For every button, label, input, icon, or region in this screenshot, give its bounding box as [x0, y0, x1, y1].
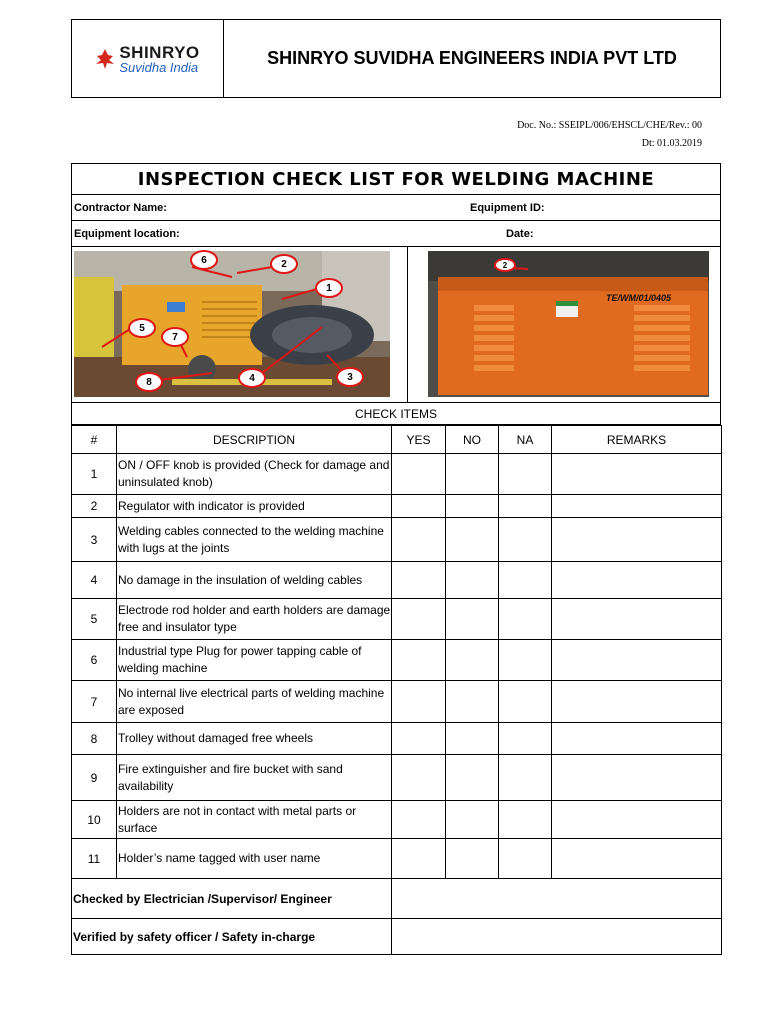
no-cell[interactable]	[446, 640, 499, 681]
col-na-header: NA	[499, 426, 552, 454]
checked-by-label: Checked by Electrician /Supervisor/ Engineer	[72, 879, 392, 919]
company-name: SHINRYO SUVIDHA ENGINEERS INDIA PVT LTD	[267, 48, 677, 68]
na-cell[interactable]	[499, 599, 552, 640]
machine-asset-tag: TE/WM/01/0405	[606, 293, 672, 303]
no-cell[interactable]	[446, 801, 499, 839]
remarks-cell[interactable]	[552, 518, 722, 562]
photo-row	[71, 247, 721, 403]
doc-date: Dt: 01.03.2019	[641, 138, 702, 149]
na-cell[interactable]	[499, 801, 552, 839]
remarks-cell[interactable]	[552, 562, 722, 599]
logo-flame-icon	[95, 48, 115, 70]
welding-machine-photo-annotated	[72, 247, 408, 402]
contractor-name-field[interactable]: Contractor Name:	[74, 201, 167, 214]
na-cell[interactable]	[499, 723, 552, 755]
item-number: 2	[72, 495, 117, 518]
yes-cell[interactable]	[392, 723, 446, 755]
verified-by-signature[interactable]	[392, 919, 722, 955]
na-cell[interactable]	[499, 681, 552, 723]
table-row	[72, 839, 722, 879]
yes-cell[interactable]	[392, 839, 446, 879]
logo-main-text: SHINRYO	[119, 42, 200, 62]
item-number: 5	[72, 599, 117, 640]
photo-marker-8: 8	[135, 372, 163, 392]
table-row	[72, 454, 722, 495]
no-cell[interactable]	[446, 755, 499, 801]
col-no-header: NO	[446, 426, 499, 454]
table-row	[72, 562, 722, 599]
item-description: Regulator with indicator is provided	[117, 495, 392, 518]
yes-cell[interactable]	[392, 599, 446, 640]
table-row	[72, 801, 722, 839]
verified-by-label: Verified by safety officer / Safety in-charge	[72, 919, 392, 955]
na-cell[interactable]	[499, 562, 552, 599]
checked-by-row	[72, 879, 722, 919]
yes-cell[interactable]	[392, 518, 446, 562]
checklist-sheet	[71, 163, 721, 955]
table-row	[72, 518, 722, 562]
welding-machine-photo-front	[408, 247, 720, 402]
logo-sub-text: Suvidha India	[119, 59, 199, 75]
document-header	[71, 19, 721, 98]
no-cell[interactable]	[446, 723, 499, 755]
item-description: No damage in the insulation of welding cables	[117, 562, 392, 599]
check-items-heading: CHECK ITEMS	[71, 403, 721, 425]
item-number: 9	[72, 755, 117, 801]
yes-cell[interactable]	[392, 681, 446, 723]
item-number: 1	[72, 454, 117, 495]
item-number: 6	[72, 640, 117, 681]
remarks-cell[interactable]	[552, 454, 722, 495]
no-cell[interactable]	[446, 839, 499, 879]
checked-by-signature[interactable]	[392, 879, 722, 919]
no-cell[interactable]	[446, 518, 499, 562]
col-yes-header: YES	[392, 426, 446, 454]
table-row	[72, 681, 722, 723]
item-description: Industrial type Plug for power tapping cable of welding machine	[117, 640, 392, 681]
na-cell[interactable]	[499, 755, 552, 801]
item-number: 7	[72, 681, 117, 723]
remarks-cell[interactable]	[552, 599, 722, 640]
item-description: Fire extinguisher and fire bucket with sand availability	[117, 755, 392, 801]
item-number: 4	[72, 562, 117, 599]
yes-cell[interactable]	[392, 801, 446, 839]
no-cell[interactable]	[446, 454, 499, 495]
item-description: Electrode rod holder and earth holders are damage free and insulator type	[117, 599, 392, 640]
col-remarks-header: REMARKS	[552, 426, 722, 454]
col-num-header: #	[72, 426, 117, 454]
item-description: Welding cables connected to the welding machine with lugs at the joints	[117, 518, 392, 562]
item-number: 3	[72, 518, 117, 562]
remarks-cell[interactable]	[552, 801, 722, 839]
table-row	[72, 640, 722, 681]
item-description: Trolley without damaged free wheels	[117, 723, 392, 755]
na-cell[interactable]	[499, 454, 552, 495]
photo-marker-5: 5	[128, 318, 156, 338]
table-row	[72, 599, 722, 640]
na-cell[interactable]	[499, 518, 552, 562]
item-number: 11	[72, 839, 117, 879]
photo-right-marker-2: 2	[494, 258, 516, 272]
table-header-row	[72, 426, 722, 454]
photo-marker-7: 7	[161, 327, 189, 347]
na-cell[interactable]	[499, 839, 552, 879]
date-field[interactable]: Date:	[506, 227, 534, 240]
verified-by-row	[72, 919, 722, 955]
photo-marker-1: 1	[315, 278, 343, 298]
remarks-cell[interactable]	[552, 839, 722, 879]
item-description: Holders are not in contact with metal parts or surface	[117, 801, 392, 839]
remarks-cell[interactable]	[552, 640, 722, 681]
yes-cell[interactable]	[392, 562, 446, 599]
yes-cell[interactable]	[392, 495, 446, 518]
equipment-location-field[interactable]: Equipment location:	[74, 227, 180, 240]
no-cell[interactable]	[446, 681, 499, 723]
no-cell[interactable]	[446, 495, 499, 518]
yes-cell[interactable]	[392, 454, 446, 495]
photo-marker-4: 4	[238, 368, 266, 388]
photo-marker-3: 3	[336, 367, 364, 387]
contractor-row	[71, 195, 721, 221]
company-logo	[95, 44, 199, 74]
remarks-cell[interactable]	[552, 755, 722, 801]
no-cell[interactable]	[446, 599, 499, 640]
form-title: INSPECTION CHECK LIST FOR WELDING MACHINE	[71, 163, 721, 195]
na-cell[interactable]	[499, 495, 552, 518]
item-description: ON / OFF knob is provided (Check for damage and uninsulated knob)	[117, 454, 392, 495]
doc-number: Doc. No.: SSEIPL/006/EHSCL/CHE/Rev.: 00	[517, 120, 702, 131]
remarks-cell[interactable]	[552, 723, 722, 755]
photo-marker-2: 2	[270, 254, 298, 274]
remarks-cell[interactable]	[552, 495, 722, 518]
item-number: 8	[72, 723, 117, 755]
no-cell[interactable]	[446, 562, 499, 599]
yes-cell[interactable]	[392, 640, 446, 681]
checklist-table	[71, 425, 722, 955]
item-number: 10	[72, 801, 117, 839]
col-description-header: DESCRIPTION	[117, 426, 392, 454]
remarks-cell[interactable]	[552, 681, 722, 723]
location-row	[71, 221, 721, 247]
photo-right-illustration	[408, 247, 721, 403]
logo-cell	[72, 20, 224, 97]
photo-marker-6: 6	[190, 250, 218, 270]
item-description: Holder’s name tagged with user name	[117, 839, 392, 879]
table-row	[72, 755, 722, 801]
yes-cell[interactable]	[392, 755, 446, 801]
item-description: No internal live electrical parts of welding machine are exposed	[117, 681, 392, 723]
doc-reference	[517, 117, 702, 153]
table-row	[72, 723, 722, 755]
equipment-id-field[interactable]: Equipment ID:	[470, 201, 545, 214]
na-cell[interactable]	[499, 640, 552, 681]
table-row	[72, 495, 722, 518]
